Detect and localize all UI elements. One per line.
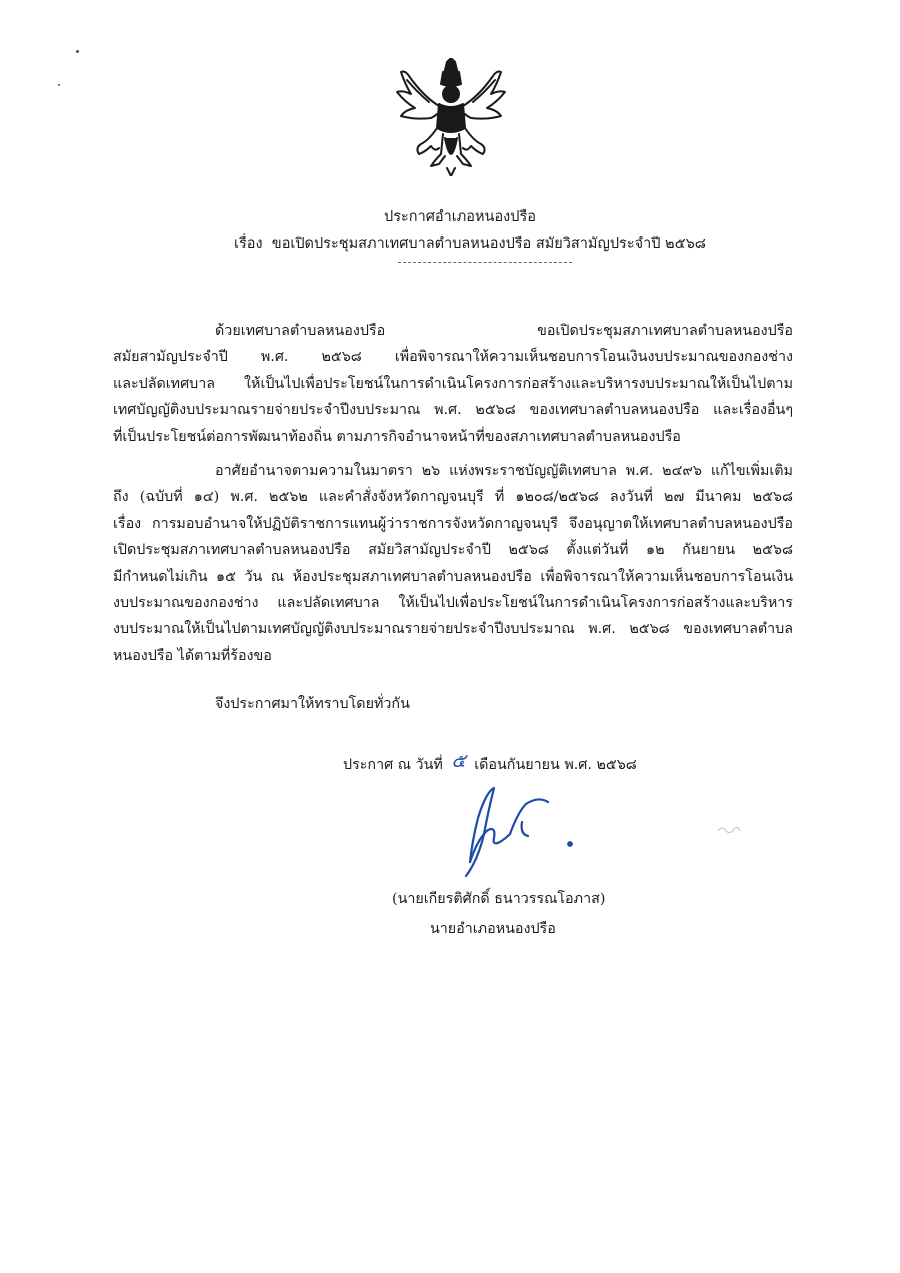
paragraph-line: ที่เป็นประโยชน์ต่อการพัฒนาท้องถิ่น ตามภารกิจอำนาจหน้าที่ของสภาเทศบาลตำบลหนองปรือ [113,428,681,445]
issuer-heading: ประกาศอำเภอหนองปรือ [384,209,536,225]
paragraph-authority [113,458,793,669]
subject-heading [20,232,900,255]
paragraph-line: หนองปรือ ได้ตามที่ร้องขอ [113,647,272,664]
paragraph-line: งบประมาณให้เป็นไปตามเทศบัญญัติงบประมาณรายจ่ายประจำปีงบประมาณ พ.ศ. ๒๕๖๘ ของเทศบาลตำบล [113,621,793,638]
signer-name: (นายเกียรติศักดิ์ ธนาวรรณโอภาส) [392,891,606,907]
handwritten-signature [448,782,588,882]
paragraph-line: เรื่อง การมอบอำนาจให้ปฏิบัติราชการแทนผู้ว่าราชการจังหวัดกาญจนบุรี จึงอนุญาตให้เทศบาลตำบลหนองปรือ [113,515,793,532]
scan-speck [58,84,60,86]
heading-divider [398,262,572,263]
paragraph-line: เทศบัญญัติงบประมาณรายจ่ายประจำปีงบประมาณ พ.ศ. ๒๕๖๘ ของเทศบาลตำบลหนองปรือ และเรื่องอื่นๆ [113,402,793,419]
paragraph-line: อาศัยอำนาจตามความในมาตรา ๒๖ แห่งพระราชบัญญัติเทศบาล พ.ศ. ๒๔๙๖ แก้ไขเพิ่มเติม [215,463,793,479]
signer-title: นายอำเภอหนองปรือ [430,921,556,937]
paragraph-intro [113,318,793,450]
paragraph-line: สมัยสามัญประจำปี พ.ศ. ๒๕๖๘ เพื่อพิจารณาให้ความเห็นชอบการโอนเงินงบประมาณของกองช่าง [113,349,793,366]
date-suffix: เดือนกันยายน พ.ศ. ๒๕๖๘ [474,757,637,773]
date-prefix: ประกาศ ณ วันที่ [343,757,443,773]
paragraph-line: เปิดประชุมสภาเทศบาลตำบลหนองปรือ สมัยวิสามัญประจำปี ๒๕๖๘ ตั้งแต่วันที่ ๑๒ กันยายน ๒๕๖๘ [113,542,793,559]
paragraph-line: ถึง (ฉบับที่ ๑๔) พ.ศ. ๒๕๖๒ และคำสั่งจังหวัดกาญจนบุรี ที่ ๑๒๐๘/๒๕๖๘ ลงวันที่ ๒๗ มีนาคม ๒๕๖๘ [113,489,793,506]
paragraph-line: มีกำหนดไม่เกิน ๑๕ วัน ณ ห้องประชุมสภาเทศบาลตำบลหนองปรือ เพื่อพิจารณาให้ความเห็นชอบการโอนเงิน [113,568,793,585]
subject-label: เรื่อง [234,236,263,252]
announcement-date [343,748,637,778]
paragraph-line: งบประมาณของกองช่าง และปลัดเทศบาล ให้เป็นไปเพื่อประโยชน์ในการดำเนินโครงการก่อสร้างและบริหาร [113,595,793,612]
subject-text: ขอเปิดประชุมสภาเทศบาลตำบลหนองปรือ สมัยวิสามัญประจำปี ๒๕๖๘ [271,236,706,252]
faint-stamp-mark [716,823,742,837]
garuda-emblem-icon [395,58,507,176]
paragraph-line: ด้วยเทศบาลตำบลหนองปรือ ขอเปิดประชุมสภาเทศบาลตำบลหนองปรือ [215,323,793,339]
scan-speck [76,50,79,53]
paragraph-closing: จึงประกาศมาให้ทราบโดยทั่วกัน [215,696,410,712]
handwritten-day: ๕ [451,750,466,772]
paragraph-line: และปลัดเทศบาล ให้เป็นไปเพื่อประโยชน์ในการดำเนินโครงการก่อสร้างและบริหารงบประมาณให้เป็นไปตาม [113,375,793,392]
